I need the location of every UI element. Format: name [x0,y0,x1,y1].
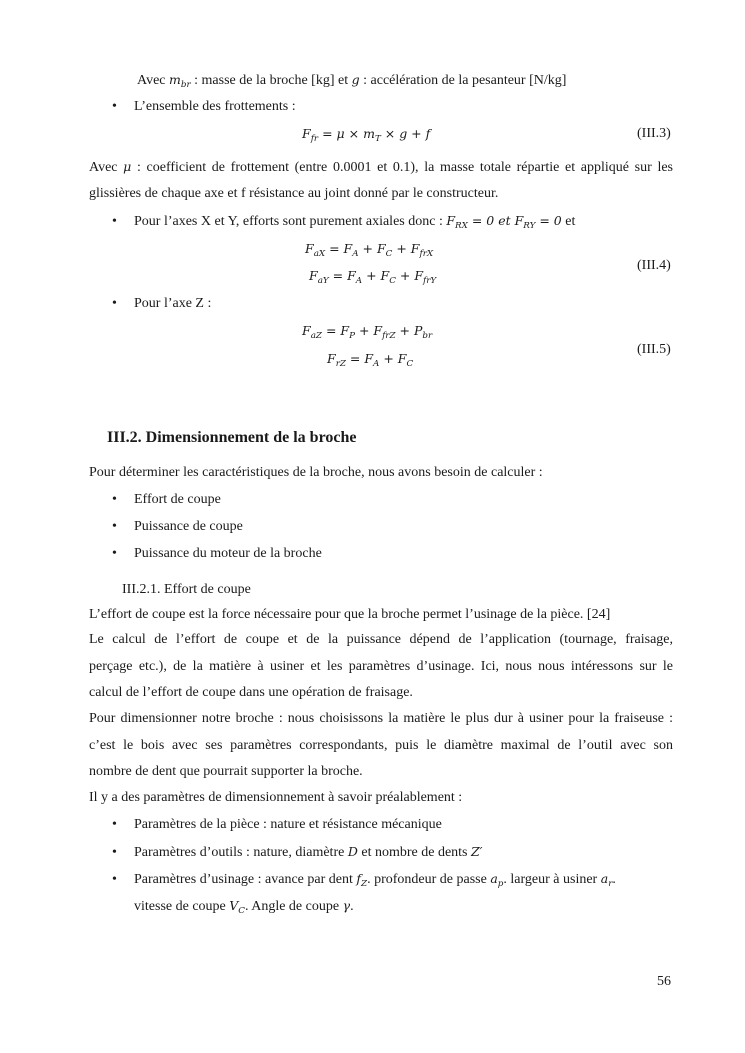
list-item: • Paramètres de la pièce : nature et résistance mécanique [112,817,442,832]
params-paragraph: Il y a des paramètres de dimensionnement à savoir préalablement : [89,790,463,805]
paragraph-line: glissières de chaque axe et f résistance au joint donné par le constructeur. [89,185,499,201]
list-item: • Puissance du moteur de la broche [112,546,322,561]
bullet-dot: • [112,99,117,114]
equation-iii-5-line1: $F_{aZ} = F_P + F_{frZ} + P_{br}$ [302,323,433,341]
calcul-paragraph [89,627,673,707]
paragraph-line: nombre de dent que pourrait supporter la broche. [89,764,363,779]
bullet-dot: • [112,546,117,561]
bullet-dot: • [112,817,117,832]
equation-number: (III.5) [637,342,671,357]
bullet-text: L’ensemble des frottements : [134,99,296,114]
list-item-continuation: vitesse de coupe $V_C$. Angle de coupe γ. [134,898,354,916]
mu-paragraph [89,154,673,207]
bullet-frottements [112,99,296,115]
text: Avec [137,73,169,88]
math-g: g [351,72,360,87]
paragraph-line: Le calcul de l’effort de coupe et de la puissance dépend de l’application (tournage, fraisage, [89,632,673,647]
section-heading: III.2. Dimensionnement de la broche [107,429,357,446]
intro-text: Pour déterminer les caractéristiques de la broche, nous avons besoin de calculer : [89,465,543,480]
paragraph-line: c’est le bois avec ses paramètres correspondants, puis le diamètre maximal de l’outil avec son [89,737,673,753]
bullet-dot: • [112,492,117,507]
bullet-dot: • [112,519,117,534]
bullet-text: Pour l’axe Z : [134,296,212,311]
list-item: • Effort de coupe [112,492,221,507]
mbr-definition [137,72,566,90]
equation-number: (III.4) [637,258,671,273]
bullet-axe-z [112,296,211,312]
equation-iii-4-line1: $F_{aX} = F_A + F_C + F_{frX}$ [305,241,434,259]
math-mbr: $m_{br}$ [169,72,191,90]
bullet-dot: • [112,296,117,311]
paragraph-line: Pour dimensionner notre broche : nous choisissons la matière le plus dur à usiner pour la fraiseuse : [89,711,673,726]
subsection-heading: III.2.1. Effort de coupe [122,582,251,597]
equation-iii-4-line2: $F_{aY} = F_A + F_C + F_{frY}$ [309,268,437,286]
paragraph-line: perçage etc.), de la matière à usiner et les paramètres d’usinage. Ici, nous nous intéressons sur le [89,658,673,674]
equation-iii-5-line2: $F_{rZ} = F_A + F_C$ [327,351,414,369]
equation-iii-3: $F_{fr} = \mu \times m_T \times g + f$ [302,126,431,144]
list-item: • Paramètres d’usinage : avance par dent $f_Z$. profondeur de passe $a_p$. largeur à usiner $a_r$. [112,871,616,889]
dimension-paragraph [89,706,673,786]
page-number: 56 [657,974,671,989]
paragraph-line: calcul de l’effort de coupe dans une opération de fraisage. [89,685,413,700]
bullet-axes-xy: • Pour l’axes X et Y, efforts sont purement axiales donc : $F_{RX} = 0$ et $F_{RY} = 0$ et [112,213,576,231]
paragraph-line: Avec μ : coefficient de frottement (entre 0.0001 et 0.1), la masse totale répartie et appliqué sur les [89,159,673,175]
bullet-dot: • [112,872,117,887]
bullet-dot: • [112,845,117,860]
text: : accélération de la pesanteur [N/kg] [359,73,567,88]
effort-paragraph: L’effort de coupe est la force nécessaire pour que la broche permet l’usinage de la pièce. [24] [89,607,611,622]
text: : masse de la broche [kg] et [190,73,352,88]
list-item: • Puissance de coupe [112,519,243,534]
equation-number: (III.3) [637,126,671,141]
bullet-dot: • [112,214,117,229]
list-item: • Paramètres d’outils : nature, diamètre D et nombre de dents Z′ [112,844,483,860]
